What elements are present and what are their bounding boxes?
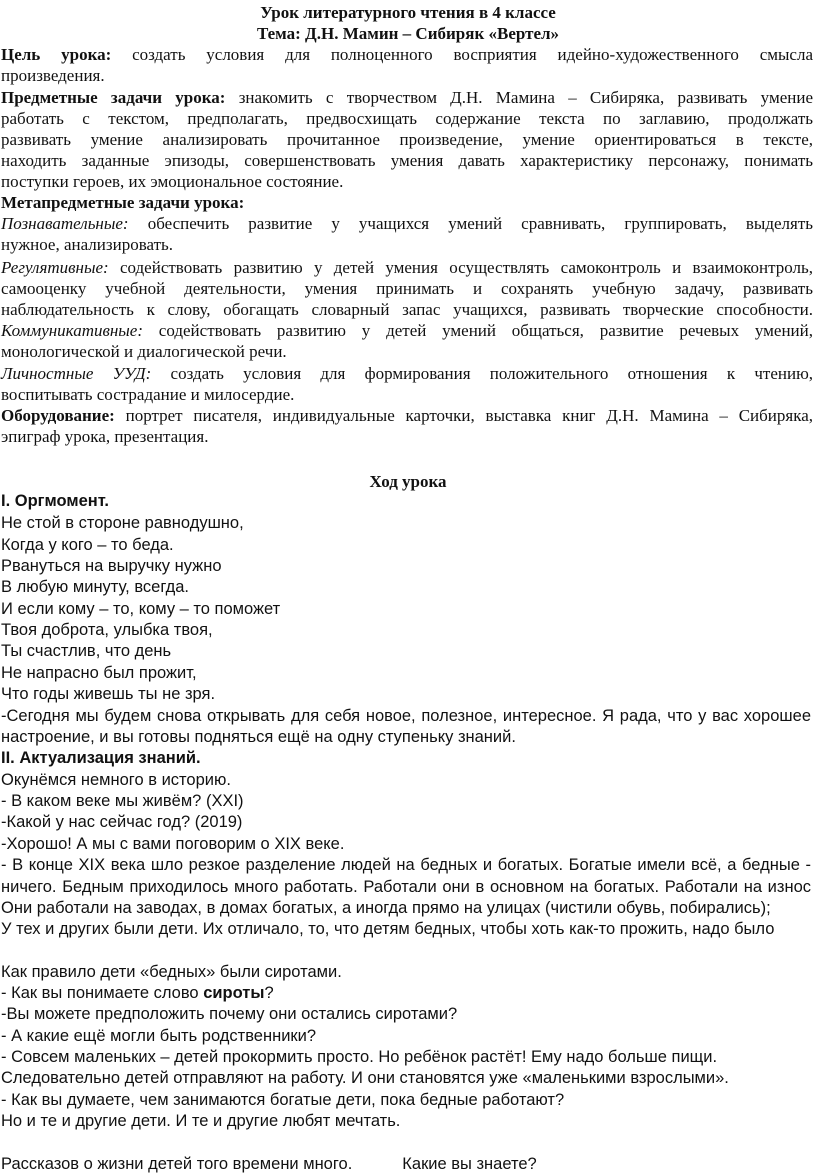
communicative-label: Коммуникативные: [1,321,144,340]
dialogue-line: Но и те и другие дети. И те и другие любят мечтать. [1,1112,401,1130]
section-heading: I. Оргмомент. [1,492,109,510]
section-heading: II. Актуализация знаний. [1,749,201,767]
personal-line-1: Личностные УУД: создать условия для формирования положительного отношения к чтению, [1,364,814,383]
poem-line: И если кому – то, кому – то поможет [1,600,281,618]
subject-tasks-line-1: Предметные задачи урока: знакомить с творчеством Д.Н. Мамина – Сибиряка, развивать умение [1,88,813,107]
poem-line: Не напрасно был прожит, [1,664,197,682]
dialogue-line: Окунёмся немного в историю. [1,771,231,789]
dialogue-line: -Какой у нас сейчас год? (2019) [1,813,243,831]
meta-tasks-label: Метапредметные задачи урока: [1,193,245,212]
equipment-line-1: Оборудование: портрет писателя, индивидуальные карточки, выставка книг Д.Н. Мамина – Сибиряка, [1,406,814,425]
paragraph-line: Как правило дети «бедных» были сиротами. [1,963,342,981]
goal-label: Цель урока: [1,45,112,64]
regulatory-label: Регулятивные: [1,258,109,277]
stories-line: Рассказов о жизни детей того времени много. Какие вы знаете? [1,1155,537,1173]
goal-line-1: Цель урока: создать условия для полноценного восприятия идейно-художественного смысла [1,45,813,64]
communicative-line-2: монологической и диалогической речи. [1,342,287,361]
communicative-line-1: Коммуникативные: содействовать развитию у детей умений общаться, развитие речевых умений, [1,321,813,340]
dialogue-line: Следовательно детей отправляют на работу. И они становятся уже «маленькими взрослыми». [1,1069,729,1087]
cognitive-label: Познавательные: [1,214,129,233]
dialogue-line: - В каком веке мы живём? (XXI) [1,792,244,810]
subject-tasks-line: поступки героев, их эмоциональное состояние. [1,172,344,191]
intro-line-2: настроение, и вы готовы подняться ещё на одну ступеньку знаний. [1,728,516,746]
paragraph-line: ничего. Бедным приходилось много работать. Работали они в основном на богатых. Работали на износ [1,878,811,896]
subject-tasks-line: находить заданные эпизоды, совершенствовать умения давать характеристику персонажу, понимать [1,151,813,170]
question-orphans: - Как вы понимаете слово сироты? [1,984,274,1002]
dialogue-line: - Как вы думаете, чем занимаются богатые дети, пока бедные работают? [1,1091,565,1109]
dialogue-line: -Вы можете предположить почему они остались сиротами? [1,1005,458,1023]
cognitive-line-2: нужное, анализировать. [1,235,174,254]
dialogue-line: - Совсем маленьких – детей прокормить просто. Но ребёнок растёт! Ему надо больше пищи. [1,1048,718,1066]
goal-line-2: произведения. [1,66,105,85]
lesson-title: Урок литературного чтения в 4 классе [260,3,556,22]
paragraph-line: У тех и других были дети. Их отличало, то, что детям бедных, чтобы хоть как-то прожить, надо было [1,920,775,938]
equipment-label: Оборудование: [1,406,115,425]
subject-tasks-line: работать с текстом, предполагать, предвосхищать содержание текста по заглавию, продолжать [1,109,813,128]
lesson-flow-heading: Ход урока [369,472,447,491]
poem-line: Рвануться на выручку нужно [1,557,222,575]
poem-line: Не стой в стороне равнодушно, [1,514,244,532]
subject-tasks-line: развивать умение анализировать прочитанное произведение, умение ориентироваться в тексте, [1,130,813,149]
poem-line: Ты счастлив, что день [1,642,172,660]
regulatory-line-1: Регулятивные: содействовать развитию у детей умения осуществлять самоконтроль и взаимоконтроль, [1,258,813,277]
dialogue-line: - А какие ещё могли быть родственники? [1,1027,317,1045]
dialogue-line: -Хорошо! А мы с вами поговорим о XIX веке. [1,835,345,853]
equipment-line-2: эпиграф урока, презентация. [1,427,209,446]
poem-line: Что годы живешь ты не зря. [1,685,216,703]
personal-line-2: воспитывать сострадание и милосердие. [1,385,295,404]
cognitive-line-1: Познавательные: обеспечить развитие у учащихся умений сравнивать, группировать, выделять [1,214,814,233]
regulatory-line-3: наблюдательность к слову, обогащать словарный запас учащихся, развивать творческие способности. [1,300,813,319]
poem-line: Когда у кого – то беда. [1,536,174,554]
paragraph-line: - В конце XIX века шло резкое разделение людей на бедных и богатых. Богатые имели всё, а бедные - [1,856,811,874]
intro-line-1: -Сегодня мы будем снова открывать для себя новое, полезное, интересное. Я рада, что у вас хорошее [1,707,811,725]
poem-line: Твоя доброта, улыбка твоя, [1,621,213,639]
personal-label: Личностные УУД: [1,364,152,383]
paragraph-line: Они работали на заводах, в домах богатых, а иногда прямо на улицах (чистили обувь, побирались); [1,899,771,917]
highlighted-word: сироты [203,984,265,1002]
poem-line: В любую минуту, всегда. [1,578,189,596]
subject-tasks-label: Предметные задачи урока: [1,88,226,107]
regulatory-line-2: самооценку учебной деятельности, умения принимать и сохранять учебную задачу, развивать [1,279,813,298]
lesson-theme: Тема: Д.Н. Мамин – Сибиряк «Вертел» [256,24,560,43]
